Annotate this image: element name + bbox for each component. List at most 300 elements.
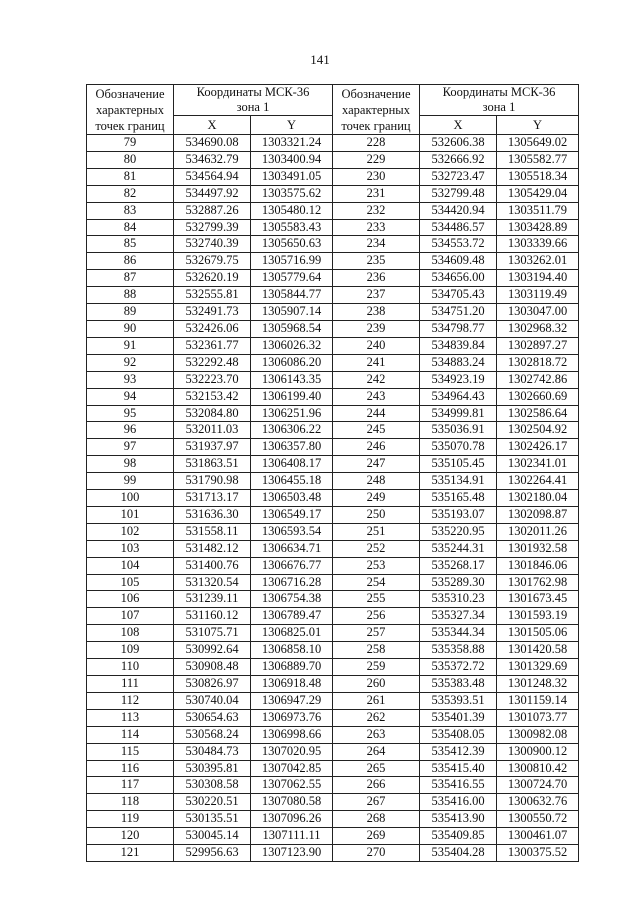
point-number-left: 105 bbox=[87, 574, 174, 591]
y-coordinate-left: 1307080.58 bbox=[251, 794, 333, 811]
y-coordinate-left: 1306634.71 bbox=[251, 540, 333, 557]
x-coordinate-left: 530654.63 bbox=[174, 709, 251, 726]
point-number-right: 251 bbox=[333, 523, 420, 540]
y-coordinate-right: 1303339.66 bbox=[497, 236, 579, 253]
table-row bbox=[87, 185, 579, 202]
table-row bbox=[87, 676, 579, 693]
header-x-right: X bbox=[420, 116, 497, 135]
x-coordinate-right: 535327.34 bbox=[420, 608, 497, 625]
x-coordinate-left: 532426.06 bbox=[174, 320, 251, 337]
point-number-left: 83 bbox=[87, 202, 174, 219]
y-coordinate-right: 1303262.01 bbox=[497, 253, 579, 270]
y-coordinate-right: 1303194.40 bbox=[497, 270, 579, 287]
table-row bbox=[87, 760, 579, 777]
point-number-left: 106 bbox=[87, 591, 174, 608]
y-coordinate-right: 1300900.12 bbox=[497, 743, 579, 760]
table-row bbox=[87, 219, 579, 236]
table-row bbox=[87, 540, 579, 557]
y-coordinate-right: 1302818.72 bbox=[497, 354, 579, 371]
table-row bbox=[87, 726, 579, 743]
x-coordinate-right: 535372.72 bbox=[420, 659, 497, 676]
point-number-right: 248 bbox=[333, 473, 420, 490]
header-coords-right: Координаты МСК-36 зона 1 bbox=[420, 85, 579, 116]
table-row bbox=[87, 168, 579, 185]
point-number-right: 233 bbox=[333, 219, 420, 236]
point-number-right: 258 bbox=[333, 642, 420, 659]
x-coordinate-right: 534923.19 bbox=[420, 371, 497, 388]
x-coordinate-left: 532799.39 bbox=[174, 219, 251, 236]
x-coordinate-left: 532084.80 bbox=[174, 405, 251, 422]
table-body bbox=[87, 135, 579, 862]
table-row bbox=[87, 591, 579, 608]
x-coordinate-left: 530045.14 bbox=[174, 828, 251, 845]
header-designation-right: Обозначение характерных точек границ bbox=[333, 85, 420, 135]
point-number-left: 109 bbox=[87, 642, 174, 659]
point-number-left: 95 bbox=[87, 405, 174, 422]
y-coordinate-left: 1306593.54 bbox=[251, 523, 333, 540]
y-coordinate-right: 1301846.06 bbox=[497, 557, 579, 574]
header-x-left: X bbox=[174, 116, 251, 135]
x-coordinate-right: 534553.72 bbox=[420, 236, 497, 253]
point-number-right: 269 bbox=[333, 828, 420, 845]
y-coordinate-left: 1306026.32 bbox=[251, 337, 333, 354]
y-coordinate-right: 1301932.58 bbox=[497, 540, 579, 557]
point-number-left: 84 bbox=[87, 219, 174, 236]
table-row bbox=[87, 845, 579, 862]
point-number-left: 98 bbox=[87, 456, 174, 473]
point-number-right: 245 bbox=[333, 422, 420, 439]
x-coordinate-left: 530908.48 bbox=[174, 659, 251, 676]
y-coordinate-left: 1306251.96 bbox=[251, 405, 333, 422]
table-row bbox=[87, 270, 579, 287]
point-number-left: 117 bbox=[87, 777, 174, 794]
table-row bbox=[87, 236, 579, 253]
point-number-left: 99 bbox=[87, 473, 174, 490]
point-number-right: 239 bbox=[333, 320, 420, 337]
x-coordinate-right: 535401.39 bbox=[420, 709, 497, 726]
x-coordinate-right: 535070.78 bbox=[420, 439, 497, 456]
y-coordinate-right: 1301159.14 bbox=[497, 692, 579, 709]
y-coordinate-left: 1306889.70 bbox=[251, 659, 333, 676]
point-number-left: 102 bbox=[87, 523, 174, 540]
y-coordinate-left: 1306716.28 bbox=[251, 574, 333, 591]
table-row bbox=[87, 354, 579, 371]
point-number-left: 91 bbox=[87, 337, 174, 354]
y-coordinate-right: 1302098.87 bbox=[497, 506, 579, 523]
y-coordinate-left: 1303400.94 bbox=[251, 151, 333, 168]
x-coordinate-right: 534964.43 bbox=[420, 388, 497, 405]
x-coordinate-left: 530826.97 bbox=[174, 676, 251, 693]
point-number-right: 263 bbox=[333, 726, 420, 743]
y-coordinate-right: 1302426.17 bbox=[497, 439, 579, 456]
point-number-left: 120 bbox=[87, 828, 174, 845]
header-y-right: Y bbox=[497, 116, 579, 135]
x-coordinate-right: 534751.20 bbox=[420, 304, 497, 321]
table-row bbox=[87, 709, 579, 726]
x-coordinate-right: 535408.05 bbox=[420, 726, 497, 743]
y-coordinate-right: 1302968.32 bbox=[497, 320, 579, 337]
x-coordinate-right: 534486.57 bbox=[420, 219, 497, 236]
table-row bbox=[87, 625, 579, 642]
x-coordinate-left: 534497.92 bbox=[174, 185, 251, 202]
point-number-right: 264 bbox=[333, 743, 420, 760]
point-number-left: 89 bbox=[87, 304, 174, 321]
point-number-right: 256 bbox=[333, 608, 420, 625]
point-number-left: 96 bbox=[87, 422, 174, 439]
table-row bbox=[87, 506, 579, 523]
x-coordinate-right: 532799.48 bbox=[420, 185, 497, 202]
point-number-right: 270 bbox=[333, 845, 420, 862]
point-number-left: 94 bbox=[87, 388, 174, 405]
x-coordinate-left: 530484.73 bbox=[174, 743, 251, 760]
y-coordinate-left: 1305844.77 bbox=[251, 287, 333, 304]
x-coordinate-left: 531790.98 bbox=[174, 473, 251, 490]
y-coordinate-left: 1306789.47 bbox=[251, 608, 333, 625]
point-number-left: 93 bbox=[87, 371, 174, 388]
table-row bbox=[87, 828, 579, 845]
point-number-left: 111 bbox=[87, 676, 174, 693]
x-coordinate-left: 534632.79 bbox=[174, 151, 251, 168]
point-number-right: 268 bbox=[333, 811, 420, 828]
table-row bbox=[87, 777, 579, 794]
x-coordinate-right: 535268.17 bbox=[420, 557, 497, 574]
point-number-right: 265 bbox=[333, 760, 420, 777]
y-coordinate-right: 1301762.98 bbox=[497, 574, 579, 591]
point-number-right: 266 bbox=[333, 777, 420, 794]
x-coordinate-left: 530308.58 bbox=[174, 777, 251, 794]
table-row bbox=[87, 439, 579, 456]
point-number-left: 82 bbox=[87, 185, 174, 202]
table-row bbox=[87, 743, 579, 760]
y-coordinate-right: 1303119.49 bbox=[497, 287, 579, 304]
point-number-right: 236 bbox=[333, 270, 420, 287]
y-coordinate-left: 1306143.35 bbox=[251, 371, 333, 388]
y-coordinate-right: 1301073.77 bbox=[497, 709, 579, 726]
x-coordinate-left: 530740.04 bbox=[174, 692, 251, 709]
x-coordinate-right: 535134.91 bbox=[420, 473, 497, 490]
y-coordinate-left: 1305650.63 bbox=[251, 236, 333, 253]
x-coordinate-right: 535310.23 bbox=[420, 591, 497, 608]
table-row bbox=[87, 490, 579, 507]
point-number-left: 113 bbox=[87, 709, 174, 726]
table-row bbox=[87, 202, 579, 219]
table-row bbox=[87, 253, 579, 270]
point-number-right: 230 bbox=[333, 168, 420, 185]
y-coordinate-left: 1303575.62 bbox=[251, 185, 333, 202]
table-row bbox=[87, 388, 579, 405]
y-coordinate-left: 1307123.90 bbox=[251, 845, 333, 862]
x-coordinate-right: 535416.00 bbox=[420, 794, 497, 811]
y-coordinate-right: 1301505.06 bbox=[497, 625, 579, 642]
point-number-left: 107 bbox=[87, 608, 174, 625]
point-number-left: 81 bbox=[87, 168, 174, 185]
coordinates-table bbox=[86, 84, 579, 862]
x-coordinate-left: 532153.42 bbox=[174, 388, 251, 405]
table-row bbox=[87, 422, 579, 439]
x-coordinate-right: 535358.88 bbox=[420, 642, 497, 659]
point-number-right: 229 bbox=[333, 151, 420, 168]
x-coordinate-right: 535344.34 bbox=[420, 625, 497, 642]
table-row bbox=[87, 811, 579, 828]
x-coordinate-left: 532679.75 bbox=[174, 253, 251, 270]
x-coordinate-left: 531713.17 bbox=[174, 490, 251, 507]
x-coordinate-right: 535413.90 bbox=[420, 811, 497, 828]
y-coordinate-left: 1306918.48 bbox=[251, 676, 333, 693]
point-number-right: 262 bbox=[333, 709, 420, 726]
point-number-left: 116 bbox=[87, 760, 174, 777]
page-number: 141 bbox=[310, 52, 330, 67]
point-number-left: 110 bbox=[87, 659, 174, 676]
y-coordinate-left: 1306357.80 bbox=[251, 439, 333, 456]
x-coordinate-left: 531636.30 bbox=[174, 506, 251, 523]
y-coordinate-left: 1306306.22 bbox=[251, 422, 333, 439]
x-coordinate-right: 534798.77 bbox=[420, 320, 497, 337]
x-coordinate-left: 530135.51 bbox=[174, 811, 251, 828]
point-number-right: 242 bbox=[333, 371, 420, 388]
y-coordinate-right: 1302660.69 bbox=[497, 388, 579, 405]
x-coordinate-left: 530992.64 bbox=[174, 642, 251, 659]
y-coordinate-right: 1303511.79 bbox=[497, 202, 579, 219]
x-coordinate-right: 534999.81 bbox=[420, 405, 497, 422]
point-number-left: 87 bbox=[87, 270, 174, 287]
y-coordinate-right: 1300632.76 bbox=[497, 794, 579, 811]
y-coordinate-left: 1306408.17 bbox=[251, 456, 333, 473]
x-coordinate-right: 534839.84 bbox=[420, 337, 497, 354]
y-coordinate-left: 1306199.40 bbox=[251, 388, 333, 405]
table-row bbox=[87, 337, 579, 354]
point-number-right: 240 bbox=[333, 337, 420, 354]
header-coords-left: Координаты МСК-36 зона 1 bbox=[174, 85, 333, 116]
point-number-left: 100 bbox=[87, 490, 174, 507]
point-number-left: 92 bbox=[87, 354, 174, 371]
x-coordinate-right: 532606.38 bbox=[420, 135, 497, 152]
header-designation-left: Обозначение характерных точек границ bbox=[87, 85, 174, 135]
x-coordinate-right: 532723.47 bbox=[420, 168, 497, 185]
point-number-right: 261 bbox=[333, 692, 420, 709]
x-coordinate-right: 535383.48 bbox=[420, 676, 497, 693]
x-coordinate-left: 532292.48 bbox=[174, 354, 251, 371]
header-y-left: Y bbox=[251, 116, 333, 135]
table-row bbox=[87, 405, 579, 422]
y-coordinate-right: 1302180.04 bbox=[497, 490, 579, 507]
point-number-right: 244 bbox=[333, 405, 420, 422]
y-coordinate-right: 1301248.32 bbox=[497, 676, 579, 693]
point-number-right: 232 bbox=[333, 202, 420, 219]
y-coordinate-right: 1301673.45 bbox=[497, 591, 579, 608]
point-number-left: 85 bbox=[87, 236, 174, 253]
y-coordinate-right: 1302011.26 bbox=[497, 523, 579, 540]
table-row bbox=[87, 304, 579, 321]
y-coordinate-left: 1306973.76 bbox=[251, 709, 333, 726]
y-coordinate-left: 1306549.17 bbox=[251, 506, 333, 523]
x-coordinate-left: 534564.94 bbox=[174, 168, 251, 185]
y-coordinate-right: 1302897.27 bbox=[497, 337, 579, 354]
x-coordinate-left: 532223.70 bbox=[174, 371, 251, 388]
y-coordinate-left: 1306503.48 bbox=[251, 490, 333, 507]
point-number-right: 241 bbox=[333, 354, 420, 371]
x-coordinate-right: 535415.40 bbox=[420, 760, 497, 777]
y-coordinate-left: 1303491.05 bbox=[251, 168, 333, 185]
point-number-right: 255 bbox=[333, 591, 420, 608]
y-coordinate-right: 1302586.64 bbox=[497, 405, 579, 422]
y-coordinate-left: 1306858.10 bbox=[251, 642, 333, 659]
y-coordinate-right: 1300461.07 bbox=[497, 828, 579, 845]
x-coordinate-left: 531239.11 bbox=[174, 591, 251, 608]
x-coordinate-right: 534609.48 bbox=[420, 253, 497, 270]
table-row bbox=[87, 608, 579, 625]
y-coordinate-left: 1306676.77 bbox=[251, 557, 333, 574]
x-coordinate-left: 531160.12 bbox=[174, 608, 251, 625]
x-coordinate-left: 531320.54 bbox=[174, 574, 251, 591]
x-coordinate-left: 532011.03 bbox=[174, 422, 251, 439]
point-number-right: 267 bbox=[333, 794, 420, 811]
point-number-left: 115 bbox=[87, 743, 174, 760]
point-number-right: 231 bbox=[333, 185, 420, 202]
y-coordinate-right: 1302504.92 bbox=[497, 422, 579, 439]
table-row bbox=[87, 523, 579, 540]
x-coordinate-right: 534420.94 bbox=[420, 202, 497, 219]
point-number-left: 80 bbox=[87, 151, 174, 168]
y-coordinate-right: 1305649.02 bbox=[497, 135, 579, 152]
point-number-right: 253 bbox=[333, 557, 420, 574]
x-coordinate-left: 531863.51 bbox=[174, 456, 251, 473]
point-number-right: 252 bbox=[333, 540, 420, 557]
x-coordinate-left: 531075.71 bbox=[174, 625, 251, 642]
y-coordinate-right: 1300810.42 bbox=[497, 760, 579, 777]
x-coordinate-right: 535416.55 bbox=[420, 777, 497, 794]
table-row bbox=[87, 794, 579, 811]
table-row bbox=[87, 473, 579, 490]
point-number-left: 108 bbox=[87, 625, 174, 642]
y-coordinate-left: 1305716.99 bbox=[251, 253, 333, 270]
y-coordinate-left: 1306455.18 bbox=[251, 473, 333, 490]
y-coordinate-left: 1305907.14 bbox=[251, 304, 333, 321]
y-coordinate-right: 1300375.52 bbox=[497, 845, 579, 862]
table-row bbox=[87, 659, 579, 676]
x-coordinate-left: 532620.19 bbox=[174, 270, 251, 287]
point-number-left: 101 bbox=[87, 506, 174, 523]
y-coordinate-left: 1306754.38 bbox=[251, 591, 333, 608]
point-number-left: 79 bbox=[87, 135, 174, 152]
x-coordinate-right: 535409.85 bbox=[420, 828, 497, 845]
point-number-right: 246 bbox=[333, 439, 420, 456]
x-coordinate-right: 535193.07 bbox=[420, 506, 497, 523]
point-number-left: 90 bbox=[87, 320, 174, 337]
y-coordinate-left: 1306947.29 bbox=[251, 692, 333, 709]
y-coordinate-right: 1300982.08 bbox=[497, 726, 579, 743]
y-coordinate-left: 1306825.01 bbox=[251, 625, 333, 642]
table-row bbox=[87, 151, 579, 168]
point-number-left: 112 bbox=[87, 692, 174, 709]
table-row bbox=[87, 642, 579, 659]
x-coordinate-right: 535220.95 bbox=[420, 523, 497, 540]
y-coordinate-left: 1305779.64 bbox=[251, 270, 333, 287]
x-coordinate-left: 534690.08 bbox=[174, 135, 251, 152]
point-number-left: 121 bbox=[87, 845, 174, 862]
y-coordinate-left: 1307062.55 bbox=[251, 777, 333, 794]
x-coordinate-left: 532887.26 bbox=[174, 202, 251, 219]
table-row bbox=[87, 557, 579, 574]
point-number-left: 86 bbox=[87, 253, 174, 270]
y-coordinate-right: 1301329.69 bbox=[497, 659, 579, 676]
point-number-right: 237 bbox=[333, 287, 420, 304]
y-coordinate-right: 1303047.00 bbox=[497, 304, 579, 321]
x-coordinate-left: 530568.24 bbox=[174, 726, 251, 743]
x-coordinate-right: 535244.31 bbox=[420, 540, 497, 557]
y-coordinate-left: 1307096.26 bbox=[251, 811, 333, 828]
x-coordinate-left: 532491.73 bbox=[174, 304, 251, 321]
point-number-right: 243 bbox=[333, 388, 420, 405]
x-coordinate-right: 535412.39 bbox=[420, 743, 497, 760]
point-number-left: 119 bbox=[87, 811, 174, 828]
point-number-right: 235 bbox=[333, 253, 420, 270]
x-coordinate-right: 534656.00 bbox=[420, 270, 497, 287]
point-number-left: 103 bbox=[87, 540, 174, 557]
table-row bbox=[87, 574, 579, 591]
y-coordinate-left: 1305968.54 bbox=[251, 320, 333, 337]
y-coordinate-right: 1302742.86 bbox=[497, 371, 579, 388]
point-number-right: 228 bbox=[333, 135, 420, 152]
x-coordinate-right: 535393.51 bbox=[420, 692, 497, 709]
x-coordinate-left: 532361.77 bbox=[174, 337, 251, 354]
point-number-left: 104 bbox=[87, 557, 174, 574]
x-coordinate-right: 535165.48 bbox=[420, 490, 497, 507]
point-number-right: 234 bbox=[333, 236, 420, 253]
y-coordinate-left: 1307111.11 bbox=[251, 828, 333, 845]
y-coordinate-right: 1303428.89 bbox=[497, 219, 579, 236]
point-number-right: 254 bbox=[333, 574, 420, 591]
y-coordinate-left: 1306086.20 bbox=[251, 354, 333, 371]
y-coordinate-right: 1300550.72 bbox=[497, 811, 579, 828]
point-number-right: 249 bbox=[333, 490, 420, 507]
table-row bbox=[87, 135, 579, 152]
x-coordinate-right: 535289.30 bbox=[420, 574, 497, 591]
x-coordinate-right: 534705.43 bbox=[420, 287, 497, 304]
point-number-left: 88 bbox=[87, 287, 174, 304]
y-coordinate-left: 1305480.12 bbox=[251, 202, 333, 219]
y-coordinate-right: 1301593.19 bbox=[497, 608, 579, 625]
point-number-right: 260 bbox=[333, 676, 420, 693]
y-coordinate-left: 1307020.95 bbox=[251, 743, 333, 760]
x-coordinate-right: 535105.45 bbox=[420, 456, 497, 473]
x-coordinate-left: 532740.39 bbox=[174, 236, 251, 253]
x-coordinate-left: 532555.81 bbox=[174, 287, 251, 304]
table-row bbox=[87, 692, 579, 709]
y-coordinate-left: 1306998.66 bbox=[251, 726, 333, 743]
point-number-left: 118 bbox=[87, 794, 174, 811]
y-coordinate-right: 1305518.34 bbox=[497, 168, 579, 185]
x-coordinate-left: 529956.63 bbox=[174, 845, 251, 862]
y-coordinate-right: 1300724.70 bbox=[497, 777, 579, 794]
point-number-left: 97 bbox=[87, 439, 174, 456]
x-coordinate-right: 534883.24 bbox=[420, 354, 497, 371]
point-number-right: 250 bbox=[333, 506, 420, 523]
point-number-right: 238 bbox=[333, 304, 420, 321]
table-row bbox=[87, 320, 579, 337]
y-coordinate-right: 1302264.41 bbox=[497, 473, 579, 490]
x-coordinate-right: 535404.28 bbox=[420, 845, 497, 862]
y-coordinate-left: 1303321.24 bbox=[251, 135, 333, 152]
x-coordinate-left: 530220.51 bbox=[174, 794, 251, 811]
table-row bbox=[87, 371, 579, 388]
x-coordinate-left: 531400.76 bbox=[174, 557, 251, 574]
x-coordinate-right: 532666.92 bbox=[420, 151, 497, 168]
table-row bbox=[87, 456, 579, 473]
y-coordinate-right: 1305582.77 bbox=[497, 151, 579, 168]
y-coordinate-right: 1301420.58 bbox=[497, 642, 579, 659]
point-number-right: 247 bbox=[333, 456, 420, 473]
x-coordinate-left: 531482.12 bbox=[174, 540, 251, 557]
